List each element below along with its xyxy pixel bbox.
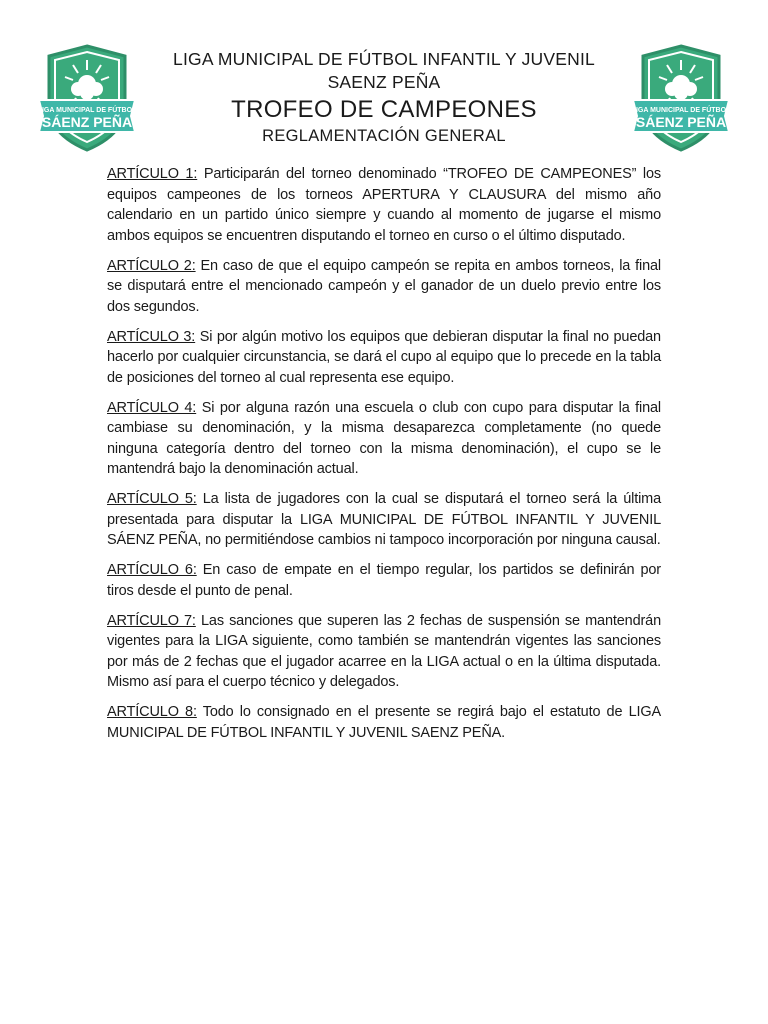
article-label: ARTÍCULO 3: [107,328,196,345]
article-label: ARTÍCULO 2: [107,257,196,274]
league-logo-left [33,44,141,152]
league-logo-graphic [33,44,141,152]
article-label: ARTÍCULO 5: [107,491,197,507]
article-label: ARTÍCULO 4: [107,399,197,416]
article-text: Si por algún motivo los equipos que debieran disputar la final no puedan hacerlo por cualquier circunstancia, se dará el cupo al equipo que lo precede en la tabla de posiciones del torneo al cual representa ese equipo. [107,328,661,386]
league-logo-right [627,44,735,152]
league-name-line1: LIGA MUNICIPAL DE FÚTBOL INFANTIL Y JUVENIL [173,49,595,69]
article-1 [107,164,661,246]
article-5 [107,489,661,551]
article-8 [107,702,661,743]
article-label: ARTÍCULO 6: [107,562,197,578]
article-6 [107,560,661,601]
logo-text-top: LIGA MUNICIPAL DE FÚTBOL [631,107,731,114]
logo-text-main: SÁENZ PEÑA [635,114,727,130]
article-label: ARTÍCULO 8: [107,704,197,720]
article-2 [107,256,661,318]
article-7 [107,611,661,693]
league-name-line2: SAENZ PEÑA [327,72,441,92]
document-header [140,48,628,147]
article-text: Todo lo consignado en el presente se regirá bajo el estatuto de LIGA MUNICIPAL DE FÚTBOL INFANTIL Y JUVENIL SAENZ PEÑA. [107,704,662,741]
article-text: Si por alguna razón una escuela o club con cupo para disputar la final cambiase su denominación, y la misma desaparezca completamente (no quede ninguna categoría dentro del torneo con la misma denominación), el cupo se le mantendrá bajo la denominación actual. [107,399,661,477]
article-text: Las sanciones que superen las 2 fechas de suspensión se mantendrán vigentes para la LIGA siguiente, como también se mantendrán vigentes las sanciones por más de 2 fechas que el jugador acarree en la LIGA actual o en la última disputada. Mismo así para el cuerpo técnico y delegados. [107,612,661,690]
document-subtitle: REGLAMENTACIÓN GENERAL [262,127,506,145]
regulation-body [107,164,661,753]
article-text: La lista de jugadores con la cual se disputará el torneo será la última presentada para disputar la LIGA MUNICIPAL DE FÚTBOL INFANTIL Y JUVENIL SÁENZ PEÑA, no permitiéndose cambios ni tampoco incorporación por ninguna causal. [107,491,662,548]
article-text: En caso de que el equipo campeón se repita en ambos torneos, la final se disputará entre el mencionado campeón y el ganador de un duelo previo entre los dos segundos. [107,257,661,315]
logo-text-main: SÁENZ PEÑA [41,114,133,130]
article-3 [107,327,661,389]
article-label: ARTÍCULO 7: [107,612,196,629]
article-text: En caso de empate en el tiempo regular, los partidos se definirán por tiros desde el punto de penal. [107,562,661,599]
article-text: Participarán del torneo denominado “TROFEO DE CAMPEONES” los equipos campeones de los torneos APERTURA Y CLAUSURA del mismo año calendario en un partido único siempre y cuando al momento de jugarse el mismo ambos equipos se encuentren disputando el torneo en curso o el último disputado. [107,166,661,244]
article-label: ARTÍCULO 1: [107,166,198,182]
logo-text-top: LIGA MUNICIPAL DE FÚTBOL [37,107,137,114]
article-4 [107,398,661,480]
document-title: TROFEO DE CAMPEONES [231,96,537,123]
league-logo-graphic [627,44,735,152]
